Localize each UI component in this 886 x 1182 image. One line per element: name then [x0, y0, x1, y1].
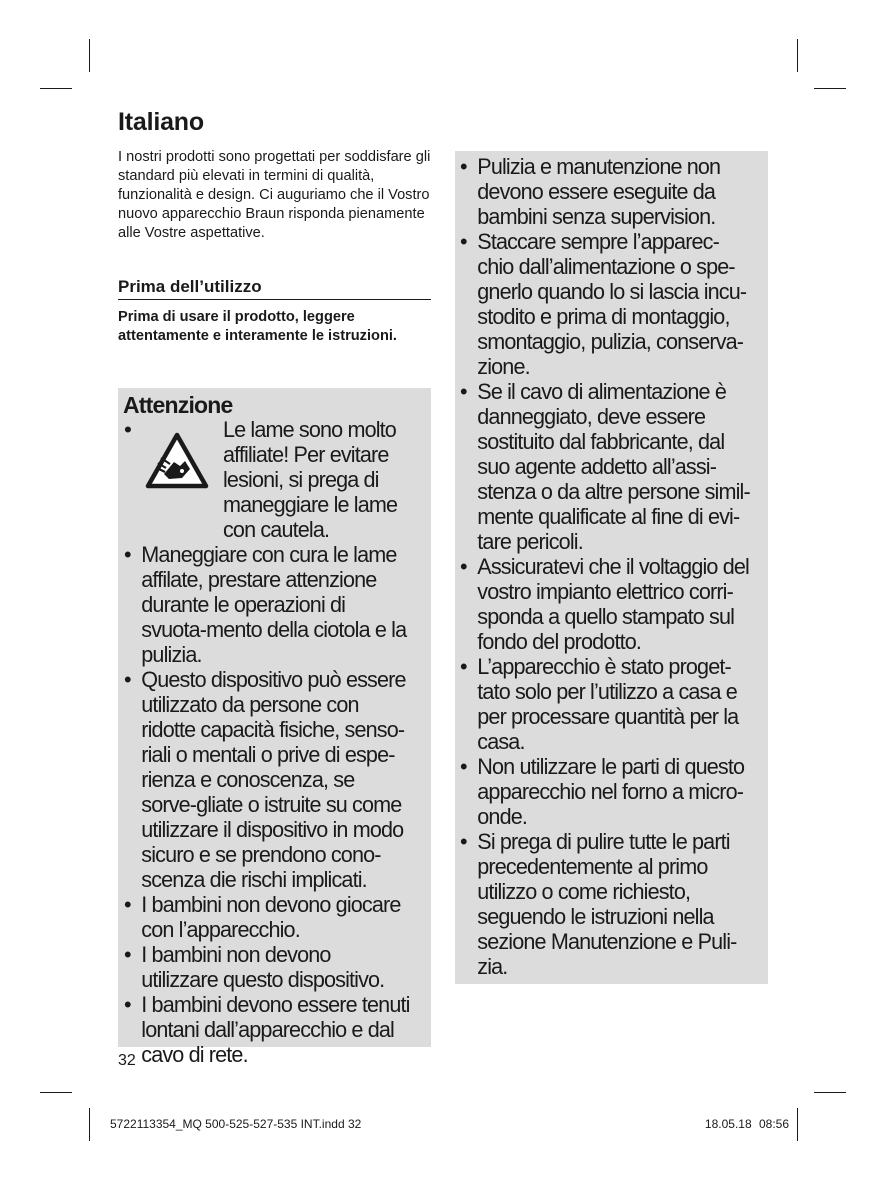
bullet: • [124, 992, 131, 1017]
list-item [460, 754, 754, 829]
list-item-text: Questo dispositivo può essere utilizzato da persone con ridotte capacità fisiche, senso-riali o mentali o prive di espe-rienza e conoscenza, se sorve-gliate o istruite su come utilizzare il dispositivo in modo sicuro e se prendono cono-scenza die rischi implicati. [141, 667, 406, 892]
list-item [460, 154, 754, 229]
warning-list [124, 542, 424, 1067]
crop-mark [89, 39, 90, 72]
crop-mark [40, 88, 72, 89]
list-item-text: L’apparecchio è stato proget-tato solo per l’utilizzo a casa e per processare quantità per la casa. [477, 654, 739, 754]
footer-date: 18.05.18 08:56 [704, 1117, 789, 1131]
list-item-text: I bambini devono essere tenuti lontani dall’apparecchio e dal cavo di rete. [141, 992, 410, 1067]
page-heading: Italiano [118, 108, 204, 136]
crop-mark [89, 1108, 90, 1141]
list-item [460, 829, 754, 979]
list-item-text: Se il cavo di alimentazione è danneggiato, deve essere sostituito dal fabbricante, dal suo agente addetto all’assi-stenza o da altre persone simil-mente qualificate al fine di evi-tare pericoli. [477, 379, 750, 554]
list-item-text: Staccare sempre l’apparec-chio dall’alimentazione o spe-gnerlo quando lo si lascia incu-stodito e prima di montaggio, smontaggio, pulizia, conserva-zione. [477, 229, 747, 379]
blade-warning-text: Le lame sono molto affiliate! Per evitare lesioni, si prega di maneggiare le lame con cautela. [223, 417, 398, 542]
crop-mark [814, 88, 846, 89]
list-item-text: Maneggiare con cura le lame affilate, prestare attenzione durante le operazioni di svuota-mento della ciotola e la pulizia. [141, 542, 407, 667]
sharp-blade-warning-icon [144, 431, 210, 491]
bullet: • [460, 554, 467, 579]
crop-mark [797, 39, 798, 72]
warning-title: Attenzione [123, 392, 233, 418]
crop-mark [814, 1092, 846, 1093]
list-item [124, 667, 412, 892]
list-item [124, 892, 412, 942]
list-item [460, 229, 754, 379]
list-item-text: Non utilizzare le parti di questo apparecchio nel forno a micro-onde. [477, 754, 745, 829]
crop-mark [797, 1108, 798, 1141]
list-item [460, 554, 754, 654]
list-item [124, 542, 412, 667]
safety-panel [455, 151, 768, 984]
bullet: • [124, 667, 131, 692]
bullet: • [124, 942, 131, 967]
bullet: • [124, 542, 131, 567]
list-item-text: I bambini non devono utilizzare questo dispositivo. [141, 942, 385, 992]
list-item-text: Si prega di pulire tutte le parti precedentemente al primo utilizzo o come richiesto, seguendo le istruzioni nella sezione Manutenzione e Puli-zia. [477, 829, 737, 979]
list-item [124, 992, 412, 1067]
footer-file-info: 5722113354_MQ 500-525-527-535 INT.indd 32 [110, 1117, 362, 1131]
list-item-text: Pulizia e manutenzione non devono essere eseguite da bambini senza supervision. [477, 154, 721, 229]
bullet: • [460, 154, 467, 179]
bullet: • [460, 654, 467, 679]
list-item [460, 654, 754, 754]
list-item-text: I bambini non devono giocare con l’apparecchio. [141, 892, 401, 942]
bullet: • [460, 379, 467, 404]
bullet: • [460, 229, 467, 254]
section-title: Prima dell’utilizzo [118, 277, 431, 300]
crop-mark [40, 1092, 72, 1093]
list-item-text: Assicuratevi che il voltaggio del vostro impianto elettrico corri-sponda a quello stampato sul fondo del prodotto. [477, 554, 749, 654]
intro-paragraph: I nostri prodotti sono progettati per soddisfare gli standard più elevati in termini di qualità, funzionalità e design. Ci auguriamo che il Vostro nuovo apparecchio Braun risponda pienamente alle Vostre aspettative. [118, 149, 431, 241]
page-number: 32 [118, 1052, 136, 1069]
safety-list [460, 154, 766, 979]
list-item [460, 379, 754, 554]
blade-warning [124, 417, 424, 542]
bullet: • [460, 754, 467, 779]
list-item [124, 942, 412, 992]
bullet: • [124, 892, 131, 917]
read-instructions-notice: Prima di usare il prodotto, leggere attentamente e interamente le istruzioni. [118, 309, 397, 344]
bullet: • [124, 417, 132, 442]
bullet: • [460, 829, 467, 854]
